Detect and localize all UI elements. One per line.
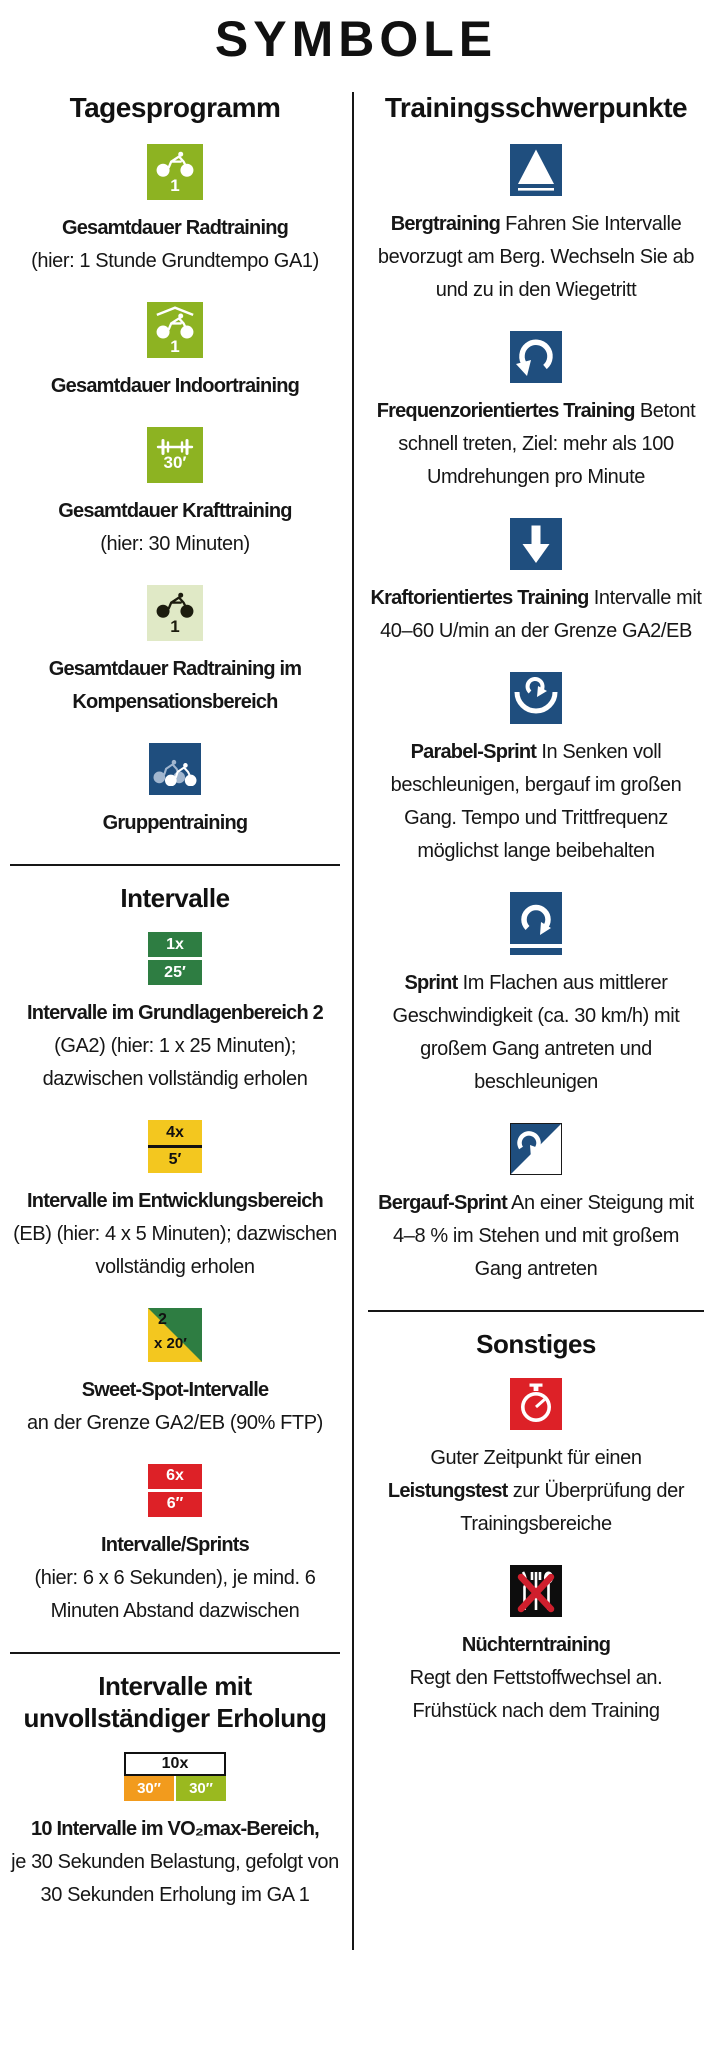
item-text-pre: Guter Zeitpunkt für einen <box>430 1447 642 1469</box>
column-trainingsschwerpunkte <box>354 92 712 1950</box>
eb-interval-icon <box>148 1120 202 1173</box>
down-arrow-icon <box>510 518 562 570</box>
cadence-arrow-icon <box>510 331 562 383</box>
item-keyword: Frequenzorientiertes Training <box>376 400 635 422</box>
item-title: Gruppentraining <box>102 812 248 834</box>
icon-number: 1 <box>170 175 180 195</box>
strength-training-icon <box>147 427 203 483</box>
legend-item-vo2max <box>8 1752 342 1912</box>
legend-item-sprint <box>366 892 706 1099</box>
item-title: Gesamtdauer Krafttraining <box>58 500 292 522</box>
item-desc: (GA2) (hier: 1 x 25 Minuten); dazwischen vollständig erholen <box>42 1035 308 1090</box>
item-text: An einer Steigung mit 4–8 % im Stehen und mit großem Gang antreten <box>393 1192 694 1280</box>
legend-item-kompensation <box>8 585 342 719</box>
uphill-sprint-icon <box>510 1123 562 1175</box>
legend-item-radtraining <box>8 144 342 278</box>
icon-reps: 6x <box>148 1464 202 1489</box>
item-keyword: Sprint <box>404 972 458 994</box>
item-desc: (hier: 1 Stunde Grundtempo GA1) <box>31 250 319 272</box>
legend-item-sweet-spot <box>8 1308 342 1440</box>
item-text: Regt den Fettstoffwechsel an. Frühstück nach dem Training <box>409 1667 663 1722</box>
column-tagesprogramm <box>0 92 352 1950</box>
icon-number: 30′ <box>163 453 187 472</box>
legend-item-bergauf-sprint <box>366 1123 706 1286</box>
legend-item-frequenzorientiert <box>366 331 706 494</box>
legend-item-indoortraining <box>8 302 342 403</box>
legend-item-nuechterntraining <box>366 1565 706 1728</box>
item-title: Gesamtdauer Indoortraining <box>50 375 300 397</box>
group-training-icon <box>149 743 201 795</box>
sweet-spot-icon <box>148 1308 202 1362</box>
icon-number: 1 <box>170 616 180 636</box>
item-keyword: Parabel-Sprint <box>410 741 537 763</box>
cycling-icon <box>147 144 203 200</box>
sonstiges-heading: Sonstiges <box>476 1329 596 1359</box>
ga2-interval-icon <box>148 932 202 985</box>
item-title: Gesamtdauer Radtraining <box>61 217 289 239</box>
item-desc: an der Grenze GA2/EB (90% FTP) <box>27 1411 323 1434</box>
compensation-cycling-icon <box>147 585 203 641</box>
icon-duration: 5′ <box>168 1151 182 1168</box>
icon-number: 1 <box>170 336 180 356</box>
sprint-interval-icon <box>148 1464 202 1517</box>
item-title: Intervalle im Entwicklungsbereich <box>27 1189 323 1212</box>
trainingsschwerpunkte-heading: Trainingsschwerpunkte <box>384 92 688 123</box>
item-keyword: Bergtraining <box>390 213 500 235</box>
item-text: Im Flachen aus mittlerer Geschwindigkeit (ca. 30 km/h) mit großem Gang antreten und beschleunigen <box>392 972 680 1093</box>
item-desc: (hier: 30 Minuten) <box>100 533 250 555</box>
section-divider <box>368 1310 704 1312</box>
icon-duration: 6″ <box>148 1492 202 1517</box>
stopwatch-icon <box>510 1378 562 1430</box>
unvollstaendige-erholung-heading: Intervalle mit unvollständiger Erholung <box>23 1670 327 1733</box>
item-title: 10 Intervalle im VO₂max-Bereich, <box>31 1817 319 1840</box>
parabola-sprint-icon <box>510 672 562 724</box>
legend-item-eb-intervalle <box>8 1120 342 1284</box>
item-keyword: Nüchterntraining <box>461 1634 611 1656</box>
icon-recovery-duration: 30″ <box>176 1776 226 1801</box>
icon-load-duration: 30″ <box>124 1776 174 1801</box>
item-title: Intervalle/Sprints <box>101 1533 249 1556</box>
item-title: Sweet-Spot-Intervalle <box>81 1378 269 1401</box>
item-keyword: Kraftorientiertes Training <box>370 587 589 609</box>
icon-reps: 10x <box>124 1752 226 1776</box>
tagesprogramm-heading: Tagesprogramm <box>69 92 281 123</box>
icon-reps: 2 <box>158 1310 167 1328</box>
item-keyword: Bergauf-Sprint <box>378 1192 507 1214</box>
legend-item-ga2-intervalle <box>8 932 342 1096</box>
legend-item-gruppentraining <box>8 743 342 840</box>
item-desc: je 30 Sekunden Belastung, gefolgt von 30 Sekunden Erholung im GA 1 <box>11 1850 339 1906</box>
item-text: Intervalle mit 40–60 U/min an der Grenze GA2/EB <box>380 587 702 642</box>
two-column-layout <box>0 92 712 1950</box>
no-food-icon <box>510 1565 562 1617</box>
legend-item-krafttraining <box>8 427 342 561</box>
legend-item-kraftorientiert <box>366 518 706 648</box>
sprint-icon <box>510 892 562 944</box>
item-desc: (hier: 6 x 6 Sekunden), je mind. 6 Minuten Abstand dazwischen <box>34 1566 316 1622</box>
item-keyword: Leistungstest <box>387 1480 508 1502</box>
item-text: Fahren Sie Intervalle bevorzugt am Berg. Wechseln Sie ab und zu in den Wiegetritt <box>377 213 695 301</box>
legend-item-leistungstest <box>366 1378 706 1541</box>
legend-item-sprints <box>8 1464 342 1628</box>
indoor-cycling-icon <box>147 302 203 358</box>
icon-duration: x 20′ <box>154 1334 187 1352</box>
item-text: Betont schnell treten, Ziel: mehr als 100 Umdrehungen pro Minute <box>398 400 696 488</box>
mountain-icon <box>510 144 562 196</box>
section-divider <box>10 1652 340 1654</box>
section-divider <box>10 864 340 866</box>
vo2max-interval-icon <box>124 1752 226 1801</box>
item-text: In Senken voll beschleunigen, bergauf im großen Gang. Tempo und Trittfrequenz möglichst lange beibehalten <box>390 741 682 862</box>
item-title: Intervalle im Grundlagenbereich 2 <box>27 1002 323 1024</box>
icon-reps: 1x <box>148 932 202 957</box>
icon-duration: 25′ <box>148 960 202 985</box>
item-text: zur Überprüfung der Trainingsbereiche <box>460 1480 685 1535</box>
icon-reps: 4x <box>166 1123 184 1141</box>
sprint-icon-baseline <box>510 948 562 955</box>
item-title: Gesamtdauer Radtraining im Kompensationsbereich <box>48 658 302 713</box>
legend-item-parabel-sprint <box>366 672 706 868</box>
intervalle-heading: Intervalle <box>120 883 230 913</box>
item-desc: (EB) (hier: 4 x 5 Minuten); dazwischen vollständig erholen <box>13 1222 337 1278</box>
page-title: SYMBOLE <box>214 11 498 67</box>
legend-item-bergtraining <box>366 144 706 307</box>
